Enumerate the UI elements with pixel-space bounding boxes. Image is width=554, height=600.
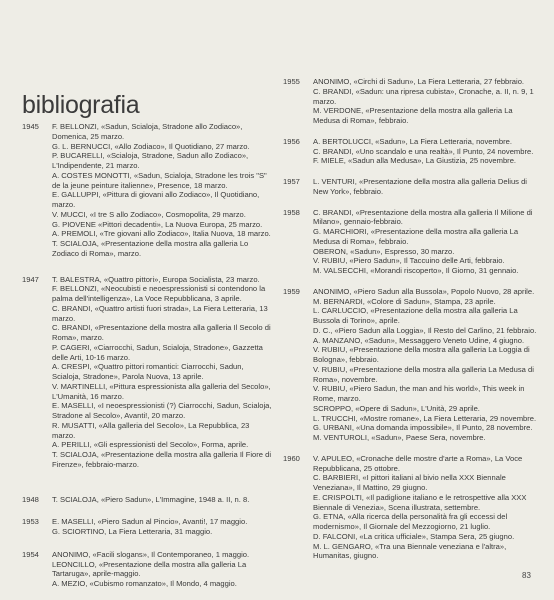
bibliography-entry: OBERON, «Sadun», Espresso, 30 marzo. xyxy=(313,246,455,256)
bibliography-entry: T. SCIALOJA, «Piero Sadun», L'Immagine, 1948 a. II, n. 8. xyxy=(52,494,250,504)
bibliography-entry: G. URBANI, «Una domanda impossibile», Il Punto, 28 novembre. xyxy=(313,423,533,433)
bibliography-entry: M. BERNARDI, «Colore di Sadun», Stampa, 23 aprile. xyxy=(313,296,496,306)
year-block xyxy=(283,177,539,197)
year-block xyxy=(22,495,272,505)
year-block xyxy=(22,517,272,537)
bibliography-entry: T. BALESTRA, «Quattro pittori», Europa Socialista, 23 marzo. xyxy=(52,274,260,284)
bibliography-entry: D. FALCONI, «La critica ufficiale», Stampa Sera, 25 giugno. xyxy=(313,531,515,541)
year-label: 1945 xyxy=(22,122,39,131)
year-block xyxy=(283,77,539,126)
year-block xyxy=(283,287,539,443)
year-label: 1956 xyxy=(283,136,300,146)
entry-list xyxy=(52,122,272,259)
bibliography-entry: E. MASELLI, «I neoespressionisti (?) Ciarrocchi, Sadun, Scialoja, Stradone al Secolo», Avanti!, 20 marzo. xyxy=(52,401,272,420)
bibliography-entry: C. BARBIERI, «I pittori italiani al bivio nella XXX Biennale Veneziana», Il Mattino, 29 giugno. xyxy=(313,473,506,492)
year-label: 1958 xyxy=(283,207,300,217)
bibliography-left-column xyxy=(22,122,272,589)
bibliography-entry: V. MUCCI, «I tre S allo Zodiaco», Cosmopolita, 29 marzo. xyxy=(52,209,246,219)
page-title: bibliografia xyxy=(22,90,140,119)
bibliography-entry: V. RUBIU, «Piero Sadun», Il Taccuino delle Arti, febbraio. xyxy=(313,256,505,266)
bibliography-entry: A. COSTES MONOTTI, «Sadun, Scialoja, Stradone les trois "S" de la jeune peinture italienne», Presence, 18 marzo. xyxy=(52,170,267,190)
bibliography-entry: ANONIMO, «Circhi di Sadun», La Fiera Letteraria, 27 febbraio. xyxy=(313,77,525,86)
bibliography-entry: C. BRANDI, «Presentazione della mostra alla galleria Il Milione di Milano», gennaio-febbraio. xyxy=(313,207,533,227)
year-label: 1948 xyxy=(22,494,39,504)
bibliography-entry: A. PERILLI, «Gli espressionisti del Secolo», Forma, aprile. xyxy=(52,440,249,450)
bibliography-entry: M. VERDONE, «Presentazione della mostra alla galleria La Medusa di Roma», febbraio. xyxy=(313,106,513,125)
year-label: 1955 xyxy=(283,77,300,86)
bibliography-entry: E. CRISPOLTI, «Il padiglione italiano e le retrospettive alla XXX Biennale di Venezia», Scena illustrata, settembre. xyxy=(313,492,527,512)
bibliography-entry: M. VALSECCHI, «Morandi riscoperto», Il Giorno, 31 gennaio. xyxy=(313,266,519,275)
bibliography-entry: G. MARCHIORI, «Presentazione della mostra alla galleria La Medusa di Roma», febbraio. xyxy=(313,227,519,246)
bibliography-entry: G. SCIORTINO, La Fiera Letteraria, 31 maggio. xyxy=(52,527,213,536)
bibliography-entry: M. VENTUROLI, «Sadun», Paese Sera, novembre. xyxy=(313,433,486,442)
bibliography-entry: A. BERTOLUCCI, «Sadun», La Fiera Letteraria, novembre. xyxy=(313,136,512,146)
entry-list xyxy=(52,550,272,589)
entry-list xyxy=(313,287,539,443)
bibliography-entry: D. C., «Piero Sadun alla Loggia», Il Resto del Carlino, 21 febbraio. xyxy=(313,325,537,335)
entry-list xyxy=(52,517,272,537)
year-label: 1960 xyxy=(283,453,300,463)
bibliography-entry: V. RUBIU, «Presentazione della mostra alla galleria La Medusa di Roma», novembre. xyxy=(313,364,534,384)
bibliography-entry: T. SCIALOJA, «Presentazione della mostra alla galleria Lo Zodiaco di Roma», marzo. xyxy=(52,239,249,258)
entry-list xyxy=(52,275,272,470)
bibliography-entry: A. MANZANO, «Sadun», Messaggero Veneto Udine, 4 giugno. xyxy=(313,335,525,345)
year-block xyxy=(22,550,272,589)
year-block xyxy=(283,137,539,166)
entry-list xyxy=(313,177,539,197)
year-label: 1957 xyxy=(283,177,300,186)
bibliography-entry: G. ETNA, «Alla ricerca della personalità fra gli eccessi del modernismo», Il Giornale del Mezzogiorno, 21 luglio. xyxy=(313,512,508,531)
bibliography-entry: F. BELLONZI, «Neocubisti e neoespressionisti si contendono la palma dell'intelligenza», La Voce Repubblicana, 3 aprile. xyxy=(52,284,266,303)
bibliography-entry: G. L. BERNUCCI, «Allo Zodiaco», Il Quotidiano, 27 marzo. xyxy=(52,141,250,151)
bibliography-entry: V. RUBIU, «Presentazione della mostra alla galleria La Loggia di Bologna», febbraio. xyxy=(313,345,530,364)
bibliography-entry: P. BUCARELLI, «Scialoja, Stradone, Sadun allo Zodiaco», L'Indipendente, 21 marzo. xyxy=(52,151,249,170)
bibliography-entry: E. GALLUPPI, «Pittura di giovani allo Zodiaco», Il Quotidiano, marzo. xyxy=(52,190,260,209)
bibliography-entry: ANONIMO, «Piero Sadun alla Bussola», Popolo Nuovo, 28 aprile. xyxy=(313,286,535,296)
bibliography-entry: A. MEZIO, «Cubismo romanzato», Il Mondo, 4 maggio. xyxy=(52,579,237,588)
bibliography-entry: V. MARTINELLI, «Pittura espressionista alla galleria del Secolo», L'Umanità, 16 marzo. xyxy=(52,381,271,401)
bibliography-entry: ANONIMO, «Facili slogans», Il Contemporaneo, 1 maggio. xyxy=(52,549,250,559)
year-block xyxy=(22,122,272,259)
entry-list xyxy=(52,495,272,505)
entry-list xyxy=(313,208,539,276)
bibliography-entry: C. BRANDI, «Presentazione della mostra alla galleria Il Secolo di Roma», marzo. xyxy=(52,323,271,342)
year-label: 1954 xyxy=(22,549,39,559)
bibliography-entry: LEONCILLO, «Presentazione della mostra alla galleria La Tartaruga», aprile-maggio. xyxy=(52,559,247,579)
bibliography-entry: F. BELLONZI, «Sadun, Scialoja, Stradone allo Zodiaco», Domenica, 25 marzo. xyxy=(52,122,243,141)
bibliography-entry: G. PIOVENE «Pittori decadenti», La Nuova Europa, 25 marzo. xyxy=(52,219,263,229)
bibliography-entry: C. BRANDI, «Quattro artisti fuori strada», La Fiera Letteraria, 13 marzo. xyxy=(52,303,268,323)
year-block xyxy=(283,454,539,561)
entry-list xyxy=(313,77,539,126)
bibliography-entry: F. MIELE, «Sadun alla Medusa», La Giustizia, 25 novembre. xyxy=(313,156,517,166)
bibliography-entry: V. APULEO, «Cronache delle mostre d'arte a Roma», La Voce Repubblicana, 25 ottobre. xyxy=(313,453,523,473)
year-label: 1953 xyxy=(22,517,39,527)
bibliography-entry: T. SCIALOJA, «Presentazione della mostra alla galleria Il Fiore di Firenze», febbraio-marzo. xyxy=(52,450,272,469)
bibliography-entry: E. MASELLI, «Piero Sadun al Pincio», Avanti!, 17 maggio. xyxy=(52,517,248,527)
year-label: 1947 xyxy=(22,274,39,284)
bibliography-entry: C. BRANDI, «Sadun: una ripresa cubista», Cronache, a. II, n. 9, 1 marzo. xyxy=(313,86,534,106)
bibliography-entry: L. CARLUCCIO, «Presentazione della mostra alla galleria La Bussola di Torino», aprile. xyxy=(313,306,518,325)
bibliography-entry: R. MUSATTI, «Alla galleria del Secolo», La Repubblica, 23 marzo. xyxy=(52,420,250,440)
bibliography-entry: SCROPPO, «Opere di Sadun», L'Unità, 29 aprile. xyxy=(313,403,480,413)
bibliography-entry: L. VENTURI, «Presentazione della mostra alla galleria Delius di New York», febbraio. xyxy=(313,177,527,196)
bibliography-entry: V. RUBIU, «Piero Sadun, the man and his world», This week in Rome, marzo. xyxy=(313,384,525,403)
bibliography-right-column xyxy=(283,77,539,561)
bibliography-entry: A. CRESPI, «Quattro pittori romantici: Ciarrocchi, Sadun, Scialoja, Stradone», Parola Nuova, 13 aprile. xyxy=(52,362,244,381)
entry-list xyxy=(313,137,539,166)
bibliography-entry: A. PREMOLI, «Tre giovani allo Zodiaco», Italia Nuova, 18 marzo. xyxy=(52,229,271,239)
page-number: 83 xyxy=(522,571,531,580)
bibliography-entry: C. BRANDI, «Uno scandalo e una realtà», Il Punto, 24 novembre. xyxy=(313,146,534,156)
entry-list xyxy=(313,454,539,561)
year-block xyxy=(283,208,539,276)
bibliography-entry: L. TRUCCHI, «Mostre romane», La Fiera Letteraria, 29 novembre. xyxy=(313,413,537,423)
year-block xyxy=(22,275,272,470)
bibliography-entry: P. CAGERI, «Ciarrocchi, Sadun, Scialoja, Stradone», Gazzetta delle Arti, 10-16 marzo. xyxy=(52,342,263,362)
bibliography-entry: M. L. GENGARO, «Tra una Biennale veneziana e l'altra», Humanitas, giugno. xyxy=(313,541,507,561)
year-label: 1959 xyxy=(283,286,300,296)
